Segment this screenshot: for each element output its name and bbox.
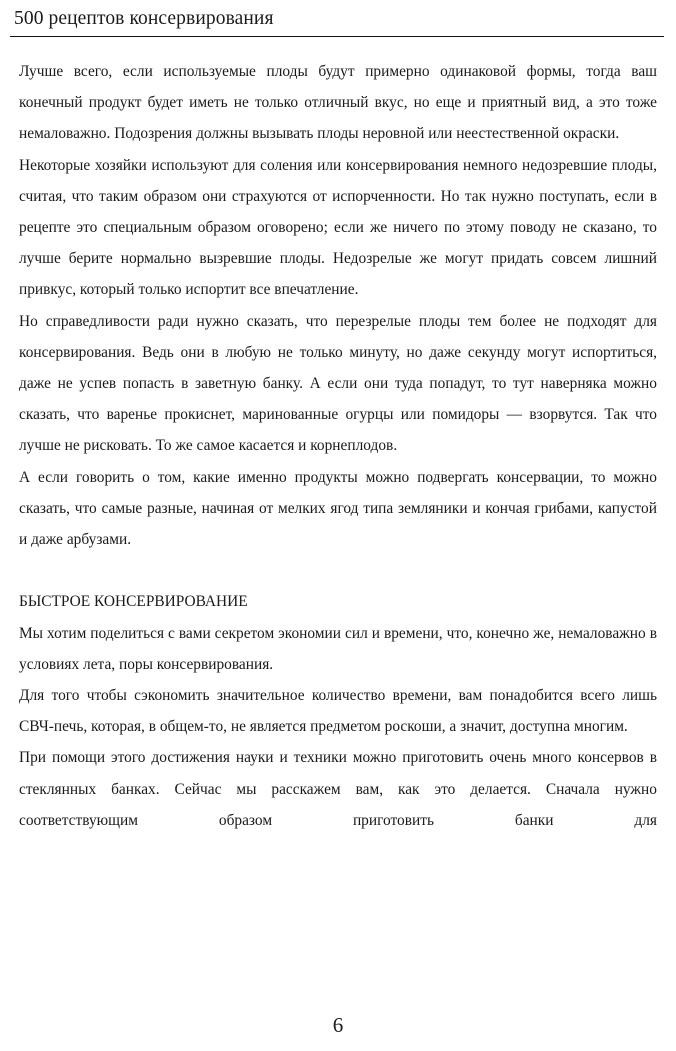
running-head: 500 рецептов консервирования: [14, 8, 274, 29]
paragraph: Мы хотим поделиться с вами секретом экономии сил и времени, что, конечно же, немаловажно в условиях лета, поры консервирования.: [19, 624, 657, 673]
paragraph: Некоторые хозяйки используют для соления или консервирования немного недозревшие плоды, считая, что таким образом они страхуются от испорченности. Но так нужно поступать, если в рецепте это специальным образом оговорено; если же ничего по этому поводу не сказано, то лучше берите нормально вызревшие плоды. Недозрелые же могут придать совсем лишний привкус, который только испортит все впечатление.: [19, 156, 657, 299]
paragraph-last: При помощи этого достижения науки и техники можно приготовить очень много консервов в стеклянных банках. Сейчас мы расскажем вам, как это делается. Сначала нужно соответствующим образом приготовить банки для: [19, 749, 657, 829]
page-number: 6: [332, 1013, 344, 1037]
section-spacer: [19, 555, 657, 586]
header-rule: [10, 36, 664, 37]
paragraph: А если говорить о том, какие именно продукты можно подвергать консервации, то можно сказать, что самые разные, начиная от мелких ягод типа земляники и кончая грибами, капустой и даже арбузами.: [19, 468, 657, 549]
paragraph: Но справедливости ради нужно сказать, что перезрелые плоды тем более не подходят для консервирования. Ведь они в любую не только минуту, но даже секунду могут испортиться, даже не успев попасть в заветную банку. А если они туда попадут, то тут наверняка можно сказать, что варенье прокиснет, маринованные огурцы или помидоры — взорвутся. Так что лучше не рисковать. То же самое касается и корнеплодов.: [19, 312, 657, 455]
paragraph: Для того чтобы сэкономить значительное количество времени, вам понадобится всего лишь СВЧ-печь, которая, в общем-то, не является предметом роскоши, а значит, доступна многим.: [19, 687, 657, 736]
page-body: [19, 56, 657, 836]
paragraph: Лучше всего, если используемые плоды будут примерно одинаковой формы, тогда ваш конечный продукт будет иметь не только отличный вкус, но еще и приятный вид, а это тоже немаловажно. Подозрения должны вызывать плоды неровной или неестественной окраски.: [19, 63, 657, 143]
section-heading: БЫСТРОЕ КОНСЕРВИРОВАНИЕ: [19, 593, 248, 611]
